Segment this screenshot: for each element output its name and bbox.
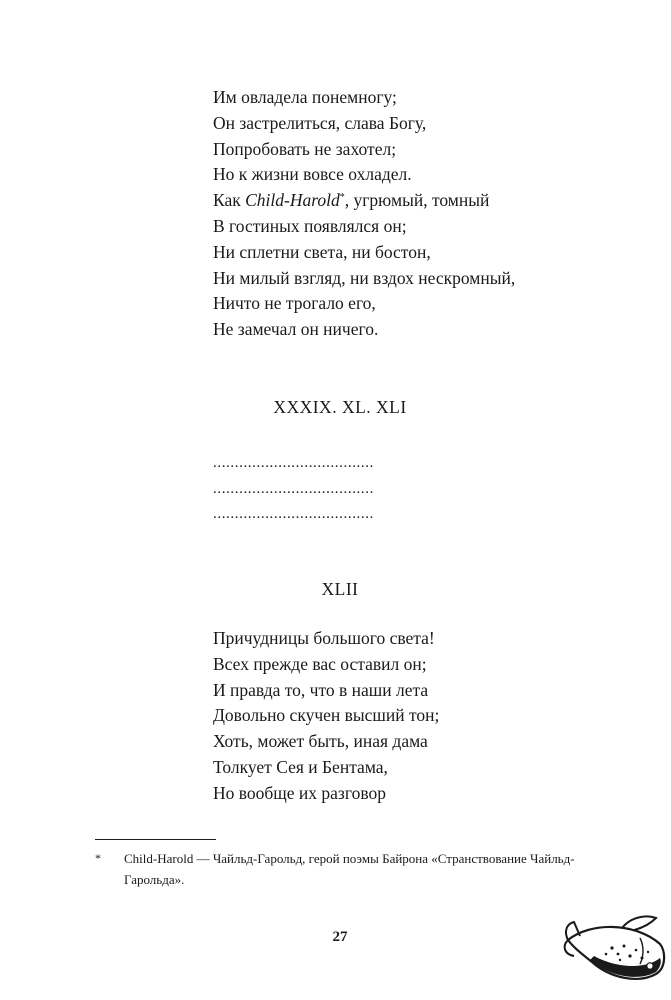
verse-line: Ни сплетни света, ни бостон,	[213, 241, 431, 262]
verse-line: Всех прежде вас оставил он;	[213, 653, 427, 674]
verse-line: Не замечал он ничего.	[213, 319, 379, 340]
verse-line: Он застрелиться, слава Богу,	[213, 112, 427, 133]
verse-line: Хоть, может быть, иная дама	[213, 731, 428, 752]
verse-line: Толкует Сея и Бентама,	[213, 756, 388, 777]
footnote-mark: *	[95, 851, 101, 865]
verse-line: Ничто не трогало его,	[213, 293, 376, 314]
child-harold-italic: Child-Harold	[245, 190, 340, 211]
verse-line: Попробовать не захотел;	[213, 138, 397, 159]
footnote-divider	[95, 839, 216, 840]
dotted-line: .....................................	[213, 506, 374, 522]
verse-text: , угрюмый, томный	[344, 190, 490, 211]
verse-line: В гостиных появлялся он;	[213, 215, 407, 236]
verse-line: И правда то, что в наши лета	[213, 679, 429, 700]
verse-line-with-footnote	[213, 188, 515, 214]
dotted-line: .....................................	[213, 480, 374, 497]
omitted-stanzas	[213, 451, 374, 528]
footnote-text: Child-Harold — Чайльд-Гарольд, герой поэмы Байрона «Странствование Чайльд-Гарольда».	[124, 851, 575, 887]
verse-line: Довольно скучен высший тон;	[213, 705, 440, 726]
stanza-heading-xxxix-xli: XXXIX. XL. XLI	[273, 397, 407, 417]
stanza-heading-xlii: XLII	[321, 579, 359, 599]
dotted-line: .....................................	[213, 455, 374, 471]
page-number: 27	[332, 929, 348, 945]
verse-line: Ни милый взгляд, ни вздох нескромный,	[213, 267, 516, 288]
stanza-bottom	[213, 626, 439, 807]
verse-line: Но вообще их разговор	[213, 782, 386, 803]
verse-line: Им овладела понемногу;	[213, 87, 397, 107]
verse-line: Причудницы большого света!	[213, 628, 435, 648]
fish-icon	[560, 912, 671, 994]
footnote-marker[interactable]: *	[339, 192, 345, 204]
verse-text: Как	[213, 190, 246, 211]
stanza-top	[213, 85, 515, 343]
verse-line: Но к жизни вовсе охладел.	[213, 164, 412, 185]
